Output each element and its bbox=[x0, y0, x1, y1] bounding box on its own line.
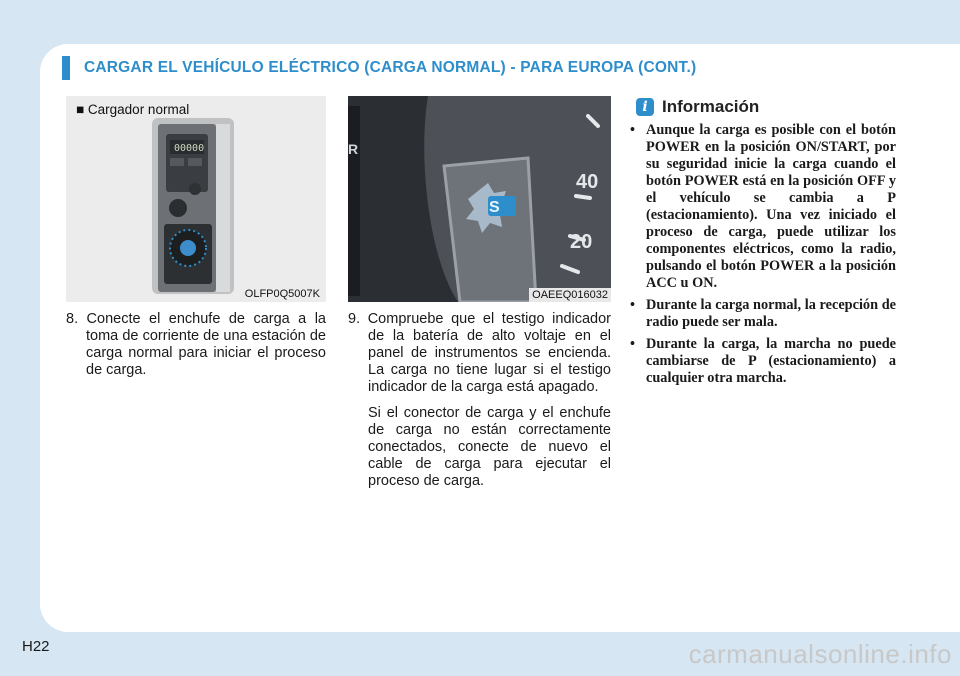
step-8-text: 8. Conecte el enchufe de carga a la toma de corriente de una estación de carga normal para iniciar el proceso de carga. bbox=[66, 311, 326, 378]
watermark: carmanualsonline.info bbox=[688, 639, 952, 669]
display-readout: 00000 bbox=[174, 143, 205, 154]
info-item: • Durante la carga normal, la recepción de radio puede ser mala. bbox=[630, 297, 896, 331]
step-8 bbox=[66, 311, 326, 379]
section-title: CARGAR EL VEHÍCULO ELÉCTRICO (CARGA NORMAL) - PARA EUROPA (CONT.) bbox=[84, 59, 697, 76]
charger-photo bbox=[66, 96, 326, 302]
gear-letter: R bbox=[348, 141, 359, 157]
gauge-label-40: 40 bbox=[576, 171, 599, 193]
info-header bbox=[636, 97, 759, 117]
cluster-photo bbox=[348, 96, 611, 302]
step-9-text: 9. Compruebe que el testigo indicador de la batería de alto voltaje en el panel de instrumentos se encienda. La carga no tiene lugar si el testigo indicador de la carga está apagado. bbox=[348, 311, 611, 395]
header-accent-bar bbox=[62, 56, 70, 80]
info-title: Información bbox=[662, 97, 760, 116]
figure-code-charger: OLFP0Q5007K bbox=[244, 288, 320, 300]
page-number: H22 bbox=[22, 638, 50, 655]
gauge-label-20: 20 bbox=[570, 231, 593, 253]
figure-label: ■ Cargador normal bbox=[76, 102, 190, 117]
info-list bbox=[630, 122, 896, 392]
figure-code-cluster: OAEEQ016032 bbox=[529, 288, 611, 302]
svg-text:S: S bbox=[489, 199, 500, 216]
step-9 bbox=[348, 311, 611, 490]
step-9-continuation: Si el conector de carga y el enchufe de carga no están correctamente conectados, conecte de nuevo el cable de carga para ejecutar el proceso de carga. bbox=[368, 405, 611, 489]
info-item: • Durante la carga, la marcha no puede cambiarse de P (estacionamiento) a cualquier otra marcha. bbox=[630, 336, 896, 387]
cluster-illustration bbox=[348, 96, 611, 302]
section-header bbox=[62, 56, 952, 80]
charger-illustration bbox=[66, 96, 326, 302]
info-icon: i bbox=[636, 98, 654, 116]
info-item: • Aunque la carga es posible con el botón POWER en la posición ON/START, por su seguridad inicie la carga cuando el botón POWER está en la posición OFF y el vehículo se cambia a P (estacionamiento). Una vez iniciado el proceso de carga, puede utilizar los componentes eléctricos, como la radio, pulsando el botón POWER a la posición ACC u ON. bbox=[630, 122, 896, 292]
